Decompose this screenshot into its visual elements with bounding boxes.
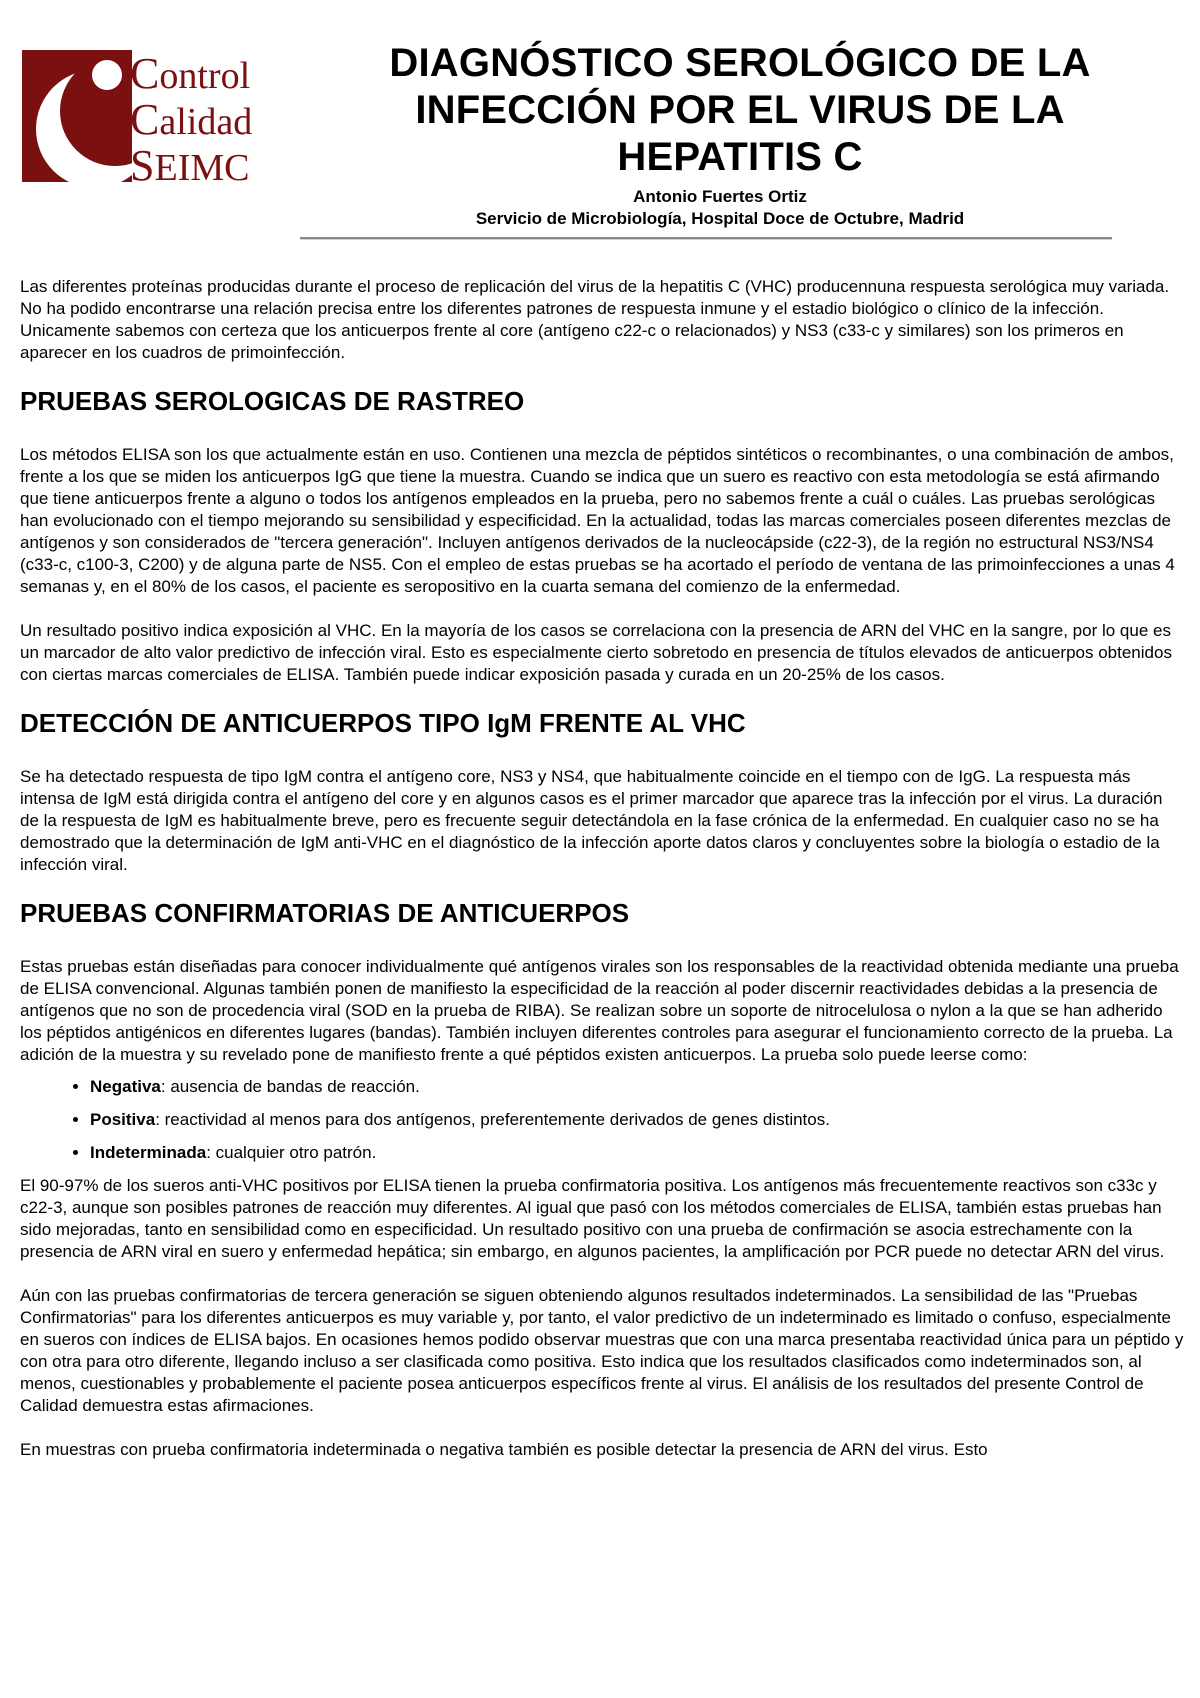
- paragraph: Los métodos ELISA son los que actualmente están en uso. Contienen una mezcla de péptidos sintéticos o recombinantes, o una combinación de ambos, frente a los que se miden los anticuerpos IgG que tiene la muestra. Cuando se indica que un suero es reactivo con esta metodología se está afirmando que tiene anticuerpos frente a alguno o todos los antígenos empleados en la prueba, pero no sabemos frente a cuál o cuáles. Las pruebas serológicas han evolucionado con el tiempo mejorando su sensibilidad y especificidad. En la actualidad, todas las marcas comerciales poseen diferentes mezclas de antígenos y son considerados de "tercera generación". Incluyen antígenos derivados de la nucleocápside (c22-3), de la región no estructural NS3/NS4 (c33-c, c100-3, C200) y de alguna parte de NS5. Con el empleo de estas pruebas se ha acortado el período de ventana de las primoinfecciones a unas 4 semanas y, en el 80% de los casos, el paciente es seropositivo en la cuarta semana del comienzo de la enfermedad.: [20, 445, 1175, 596]
- section-heading-igm: DETECCIÓN DE ANTICUERPOS TIPO IgM FRENTE AL VHC: [20, 708, 746, 738]
- list-item-desc: : reactividad al menos para dos antígenos, preferentemente derivados de genes distintos.: [155, 1110, 830, 1129]
- result-types-list: [20, 1076, 1184, 1164]
- paragraph: Se ha detectado respuesta de tipo IgM contra el antígeno core, NS3 y NS4, que habitualmente coincide en el tiempo con de IgG. La respuesta más intensa de IgM está dirigida contra el antígeno del core y en algunos casos es el primer marcador que aparece tras la infección por el virus. La duración de la respuesta de IgM es habitualmente breve, pero es frecuente seguir detectándola en la fase crónica de la enfermedad. En cualquier caso no se ha demostrado que la determinación de IgM anti-VHC en el diagnóstico de la infección aporte datos claros y concluyentes sobre la biología o estadio de la infección viral.: [20, 767, 1163, 874]
- logo-wordmark: Control Calidad SEIMC: [130, 49, 253, 190]
- intro-paragraph: Las diferentes proteínas producidas durante el proceso de replicación del virus de la hepatitis C (VHC) producennuna respuesta serológica muy variada. No ha podido encontrarse una relación precisa entre los diferentes patrones de respuesta inmune y el estadio biológico o clínico de la infección. Unicamente sabemos con certeza que los anticuerpos frente al core (antígeno c22-c o relacionados) y NS3 (c33-c y similares) son los primeros en aparecer en los cuadros de primoinfección.: [20, 277, 1170, 362]
- list-item-term: Negativa: [90, 1077, 161, 1096]
- title-line-1: DIAGNÓSTICO SEROLÓGICO DE LA: [389, 41, 1091, 85]
- page-title: [300, 40, 1180, 181]
- logo-crescent-icon: [22, 50, 132, 182]
- list-item: [90, 1076, 1184, 1098]
- list-item: [90, 1109, 1184, 1131]
- header-divider: [300, 237, 1112, 240]
- list-item-term: Indeterminada: [90, 1143, 207, 1162]
- list-item-desc: : cualquier otro patrón.: [206, 1143, 377, 1162]
- paragraph: Un resultado positivo indica exposición al VHC. En la mayoría de los casos se correlaciona con la presencia de ARN del VHC en la sangre, por lo que es un marcador de alto valor predictivo de infección viral. Esto es especialmente cierto sobretodo en presencia de títulos elevados de anticuerpos obtenidos con ciertas marcas comerciales de ELISA. También puede indicar exposición pasada y curada en un 20-25% de los casos.: [20, 621, 1172, 684]
- list-item-term: Positiva: [90, 1110, 156, 1129]
- title-line-2: INFECCIÓN POR EL VIRUS DE LA: [415, 88, 1065, 132]
- paragraph: El 90-97% de los sueros anti-VHC positivos por ELISA tienen la prueba confirmatoria positiva. Los antígenos más frecuentemente reactivos son c33c y c22-3, aunque son posibles patrones de reacción muy diferentes. Al igual que pasó con los métodos comerciales de ELISA, también estas pruebas han sido mejoradas, tanto en sensibilidad como en especificidad. Un resultado positivo con una prueba de confirmación se asocia estrechamente con la presencia de ARN viral en suero y enfermedad hepática; sin embargo, en algunos pacientes, la amplificación por PCR puede no detectar ARN del virus.: [20, 1176, 1165, 1261]
- paragraph: En muestras con prueba confirmatoria indeterminada o negativa también es posible detectar la presencia de ARN del virus. Esto: [20, 1440, 988, 1459]
- section-heading-rastreo: PRUEBAS SEROLOGICAS DE RASTREO: [20, 386, 525, 416]
- page-header: [0, 0, 1200, 245]
- section-heading-confirmatorias: PRUEBAS CONFIRMATORIAS DE ANTICUERPOS: [20, 898, 630, 928]
- list-item: [90, 1142, 1184, 1164]
- seimc-logo: [22, 49, 280, 190]
- paragraph: Estas pruebas están diseñadas para conocer individualmente qué antígenos virales son los responsables de la reactividad obtenida mediante una prueba de ELISA convencional. Algunas también ponen de manifiesto la especificidad de la reacción al poder discernir reactividades debidas a la presencia de antígenos que no son de procedencia viral (SOD en la prueba de RIBA). Se realizan sobre un soporte de nitrocelulosa o nylon a la que se han adherido los péptidos antigénicos en diferentes lugares (bandas). También incluyen diferentes controles para asegurar el funcionamiento correcto de la prueba. La adición de la muestra y su revelado pone de manifiesto frente a qué péptidos existen anticuerpos. La prueba solo puede leerse como:: [20, 957, 1179, 1064]
- paragraph: Aún con las pruebas confirmatorias de tercera generación se siguen obteniendo algunos resultados indeterminados. La sensibilidad de las "Pruebas Confirmatorias" para los diferentes anticuerpos es muy variable y, por tanto, el valor predictivo de un indeterminado es limitado o confuso, especialmente en sueros con índices de ELISA bajos. En ocasiones hemos podido observar muestras que con una marca presentaba reactividad única para un péptido y con otra para otro diferente, llegando incluso a ser clasificada como positiva. Esto indica que los resultados clasificados como indeterminados son, al menos, cuestionables y probablemente el paciente posea anticuerpos específicos frente al virus. El análisis de los resultados del presente Control de Calidad demuestra estas afirmaciones.: [20, 1286, 1184, 1415]
- title-line-3: HEPATITIS C: [617, 135, 863, 179]
- author-name: Antonio Fuertes Ortiz: [633, 187, 807, 206]
- list-item-desc: : ausencia de bandas de reacción.: [160, 1077, 420, 1096]
- author-affiliation: Servicio de Microbiología, Hospital Doce de Octubre, Madrid: [475, 209, 965, 228]
- article-body: [20, 276, 1184, 1483]
